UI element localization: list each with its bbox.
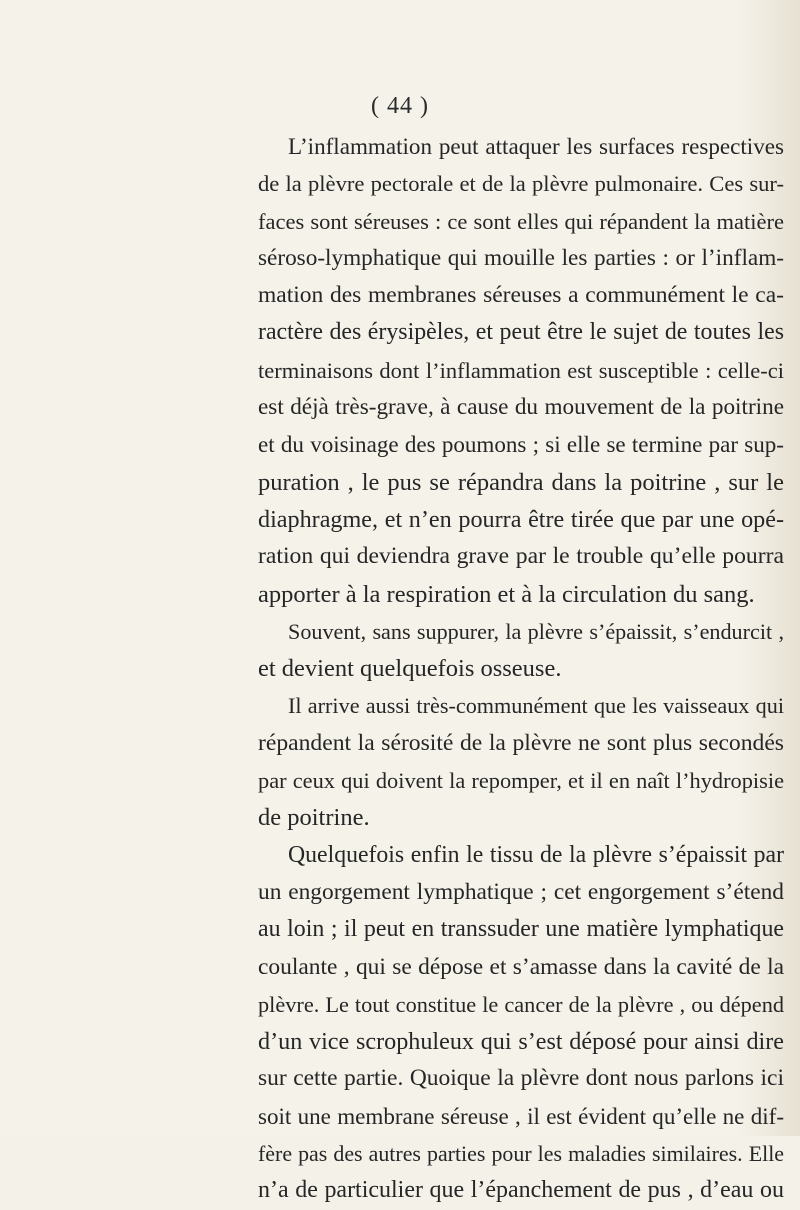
text-line: d’un vice scrophuleux qui s’est déposé pour ainsi dire — [258, 1028, 784, 1056]
text-line: diaphragme, et n’en pourra être tirée que par une opé- — [258, 505, 784, 533]
text-line: faces sont séreuses : ce sont elles qui répandent la matière — [258, 208, 784, 234]
text-line: Souvent, sans suppurer, la plèvre s’épaissit, s’endurcit , — [288, 618, 784, 644]
text-line: puration , le pus se répandra dans la poitrine , sur le — [258, 468, 784, 496]
text-line: séroso-lymphatique qui mouille les parties : or l’inflam- — [258, 244, 784, 271]
text-line: Quelquefois enfin le tissu de la plèvre s’épaissit par — [288, 841, 784, 868]
text-line: soit une membrane séreuse , il est évident qu’elle ne dif- — [258, 1102, 784, 1129]
text-line: et devient quelquefois osseuse. — [258, 655, 562, 683]
text-line: mation des membranes séreuses a communément le ca- — [258, 282, 784, 309]
text-line: au loin ; il peut en transsuder une matière lymphatique — [258, 916, 784, 943]
text-line: coulante , qui se dépose et s’amasse dans la cavité de la — [258, 953, 784, 980]
text-line: Il arrive aussi très-communément que les vaisseaux qui — [288, 693, 784, 719]
text-line: fère pas des autres parties pour les maladies similaires. Elle — [258, 1141, 784, 1167]
text-line: ractère des érysipèles, et peut être le sujet de toutes les — [258, 319, 784, 346]
text-line: L’inflammation peut attaquer les surfaces respectives — [288, 133, 784, 159]
text-line: de poitrine. — [258, 804, 370, 832]
page-number: ( 44 ) — [371, 93, 429, 119]
text-line: sur cette partie. Quoique la plèvre dont nous parlons ici — [258, 1065, 784, 1092]
text-line: un engorgement lymphatique ; cet engorgement s’étend — [258, 878, 784, 905]
text-line: terminaisons dont l’inflammation est susceptible : celle-ci — [258, 357, 784, 383]
text-line: n’a de particulier que l’épanchement de pus , d’eau ou — [258, 1177, 784, 1204]
text-line: est déjà très-grave, à cause du mouvement de la poitrine — [258, 394, 784, 421]
text-line: répandent la sérosité de la plèvre ne sont plus secondés — [258, 729, 784, 756]
text-line: ration qui deviendra grave par le trouble qu’elle pourra — [258, 543, 784, 570]
body-text — [258, 128, 784, 1210]
text-line: et du voisinage des poumons ; si elle se termine par sup- — [258, 431, 784, 458]
text-line: apporter à la respiration et à la circulation du sang. — [258, 580, 755, 608]
text-line: de la plèvre pectorale et de la plèvre pulmonaire. Ces sur- — [258, 171, 784, 197]
text-line: plèvre. Le tout constitue le cancer de la plèvre , ou dépend — [258, 991, 784, 1017]
text-line: par ceux qui doivent la repomper, et il en naît l’hydropisie — [258, 768, 784, 794]
